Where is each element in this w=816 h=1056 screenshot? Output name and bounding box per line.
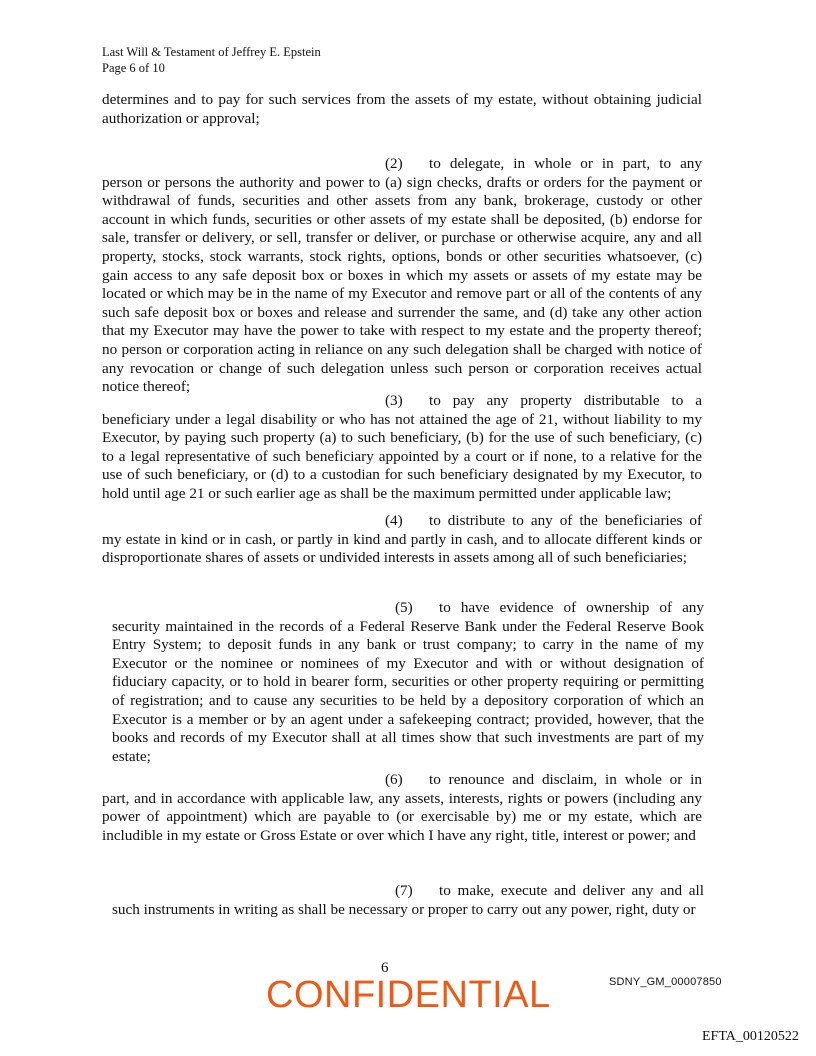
efta-number: EFTA_00120522: [702, 1029, 799, 1044]
paragraph-text: to delegate, in whole or in part, to any person or persons the authority and power to (a) sign checks, drafts or orders for the payment or withdrawal of funds, securities and other assets from any bank, brokerage, custody or other account in which funds, securities or other assets of my estate shall be deposited, (b) endorse for sale, transfer or delivery, or sell, transfer or deliver, or purchase or otherwise acquire, any and all property, stocks, stock warrants, stock rights, options, bonds or other securities whatsoever, (c) gain access to any safe deposit box or boxes in which my assets or assets of my estate may be located or which may be in the name of my Executor and remove part or all of the contents of any such safe deposit box or boxes and release and surrender the same, and (d) take any other action that my Executor may have the power to take with respect to my estate and the property thereof; no person or corporation acting in reliance on any such delegation shall be charged with notice of any revocation or change of such delegation unless such person or corporation receives actual notice thereof;: [102, 155, 702, 396]
header-page: Page 6 of 10: [102, 61, 165, 75]
paragraph-text: to pay any property distributable to a beneficiary under a legal disability or who has not attained the age of 21, without liability to my Executor, by paying such property (a) to such beneficiary, (b) for the use of such beneficiary, (c) to a legal representative of such beneficiary appointed by a court or if none, to a relative for the use of such beneficiary, or (d) to a custodian for such beneficiary designated by my Executor, to hold until age 21 or such earlier age as shall be the maximum permitted under applicable law;: [102, 392, 702, 502]
paragraph-item-5: [112, 599, 704, 766]
paragraph-text: to distribute to any of the beneficiaries of my estate in kind or in cash, or partly in kind and partly in cash, and to allocate different kinds or disproportionate shares of assets or undivided interests in assets among all of such beneficiaries;: [102, 512, 702, 567]
item-number: (7): [395, 882, 413, 899]
bates-number: SDNY_GM_00007850: [609, 976, 722, 988]
paragraph-item-2: [102, 155, 702, 397]
paragraph-text: to make, execute and deliver any and all such instruments in writing as shall be necessary or proper to carry out any power, right, duty or: [112, 882, 704, 918]
item-number: (6): [385, 771, 403, 788]
paragraph-text: to renounce and disclaim, in whole or in part, and in accordance with applicable law, any assets, interests, rights or powers (including any power of appointment) which are payable to (or exercisable by) me or my estate, which are includible in my estate or Gross Estate or over which I have any right, title, interest or power; and: [102, 771, 702, 844]
paragraph-text: determines and to pay for such services from the assets of my estate, without obtaining judicial authorization or approval;: [102, 91, 702, 127]
item-number: (5): [395, 599, 413, 616]
paragraph-text: to have evidence of ownership of any security maintained in the records of a Federal Reserve Bank under the Federal Reserve Book Entry System; to deposit funds in any bank or trust company; to carry in the name of my Executor or the nominee or nominees of my Executor and with or without designation of fiduciary capacity, or to hold in bearer form, securities or other property requiring or permitting of registration; and to cause any securities to be held by a depository corporation of which an Executor is a member or by an agent under a safekeeping contract; provided, however, that the books and records of my Executor shall at all times show that such investments are part of my estate;: [112, 599, 704, 765]
paragraph-item-3: [102, 392, 702, 504]
paragraph-item-6: [102, 771, 702, 845]
page-number: 6: [381, 960, 389, 976]
item-number: (4): [385, 512, 403, 529]
paragraph-item-7: [112, 882, 704, 919]
paragraph-continuation: [102, 91, 702, 128]
item-number: (3): [385, 392, 403, 409]
confidential-stamp: CONFIDENTIAL: [266, 974, 551, 1016]
paragraph-item-4: [102, 512, 702, 568]
document-header: [102, 44, 321, 76]
item-number: (2): [385, 155, 403, 172]
header-title: Last Will & Testament of Jeffrey E. Epstein: [102, 45, 321, 59]
